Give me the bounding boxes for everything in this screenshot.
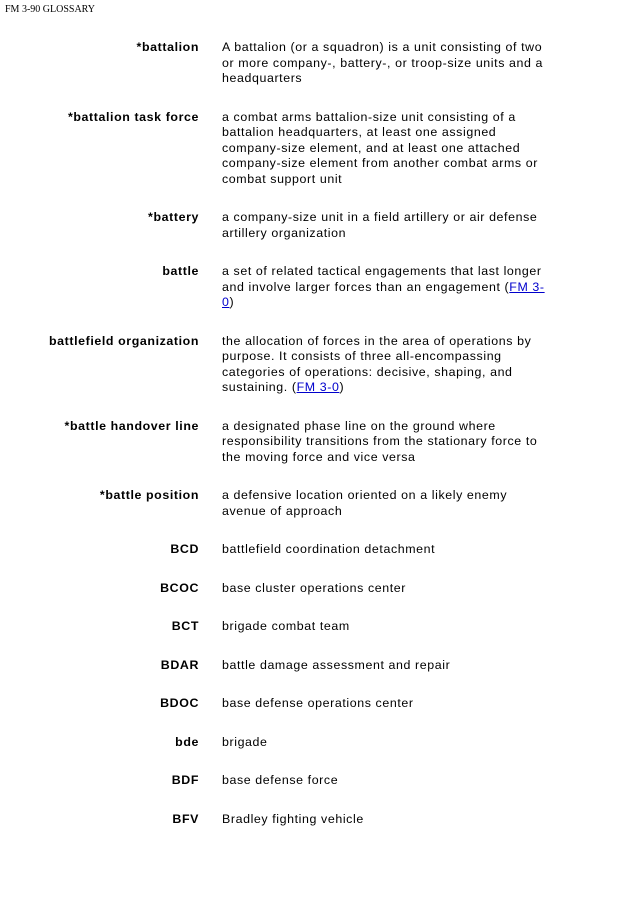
definition-suffix: ) xyxy=(229,295,235,309)
glossary-term: BFV xyxy=(172,811,199,826)
glossary-definition: a defensive location oriented on a likely enemy avenue of approach xyxy=(222,488,508,518)
fm-3-0-link[interactable]: FM 3-0 xyxy=(222,279,545,309)
glossary-definition: Bradley fighting vehicle xyxy=(222,811,364,826)
glossary-entry xyxy=(0,619,635,635)
glossary-entry xyxy=(0,110,635,188)
glossary-definition: battle damage assessment and repair xyxy=(222,657,451,672)
glossary-entry xyxy=(0,812,635,828)
glossary-entry xyxy=(0,735,635,751)
glossary-term: BCOC xyxy=(160,580,199,595)
glossary-definition: a company-size unit in a field artillery or air defense artillery organization xyxy=(222,210,538,240)
glossary-entry xyxy=(0,210,635,241)
glossary-entry xyxy=(0,264,635,311)
glossary-definition: battlefield coordination detachment xyxy=(222,542,436,556)
glossary-entry xyxy=(0,773,635,789)
glossary-definition: base defense operations center xyxy=(222,696,414,710)
glossary-term: BCD xyxy=(170,542,199,556)
glossary-term: BDF xyxy=(171,773,199,787)
glossary-entry xyxy=(0,334,635,396)
glossary-term: *battalion task force xyxy=(67,109,199,124)
glossary-term: *battle handover line xyxy=(64,418,199,433)
glossary-term: *battery xyxy=(148,210,199,224)
glossary-entry xyxy=(0,581,635,597)
glossary-term: bde xyxy=(175,734,199,749)
glossary-entry xyxy=(0,419,635,466)
glossary-entry xyxy=(0,40,635,87)
definition-suffix: ) xyxy=(339,380,345,394)
glossary-definition: base cluster operations center xyxy=(222,580,406,595)
glossary-definition: brigade combat team xyxy=(222,619,350,633)
glossary-entry xyxy=(0,658,635,674)
glossary-list xyxy=(0,40,635,827)
glossary-definition: base defense force xyxy=(222,773,339,787)
glossary-definition xyxy=(222,334,552,396)
glossary-term: *battalion xyxy=(136,40,199,54)
fm-3-0-link[interactable]: FM 3-0 xyxy=(296,380,340,394)
glossary-definition: A battalion (or a squadron) is a unit consisting of two or more company-, battery-, or troop-size units and a headquarters xyxy=(222,40,544,85)
glossary-definition xyxy=(222,264,552,311)
definition-text: the allocation of forces in the area of operations by purpose. It consists of three all-encompassing categories of operations: decisive, shaping, and sustaining. ( xyxy=(222,333,532,394)
glossary-term: battle xyxy=(162,264,199,278)
glossary-definition: a designated phase line on the ground where responsibility transitions from the stationary force to the moving force and vice versa xyxy=(222,418,538,464)
glossary-term: *battle position xyxy=(99,488,199,502)
glossary-term: BCT xyxy=(171,619,199,633)
running-head: FM 3-90 GLOSSARY xyxy=(5,4,96,15)
definition-text: a set of related tactical engagements that last longer and involve larger forces than an engagement ( xyxy=(222,264,542,294)
glossary-entry xyxy=(0,488,635,519)
glossary-entry xyxy=(0,696,635,712)
glossary-term: BDOC xyxy=(160,696,199,710)
glossary-term: battlefield organization xyxy=(48,333,199,348)
glossary-definition: brigade xyxy=(222,734,268,749)
glossary-term: BDAR xyxy=(160,657,199,672)
glossary-entry xyxy=(0,542,635,558)
glossary-definition: a combat arms battalion-size unit consisting of a battalion headquarters, at least one assigned company-size element, and at least one attached company-size element from another combat arms or combat support unit xyxy=(222,109,538,186)
